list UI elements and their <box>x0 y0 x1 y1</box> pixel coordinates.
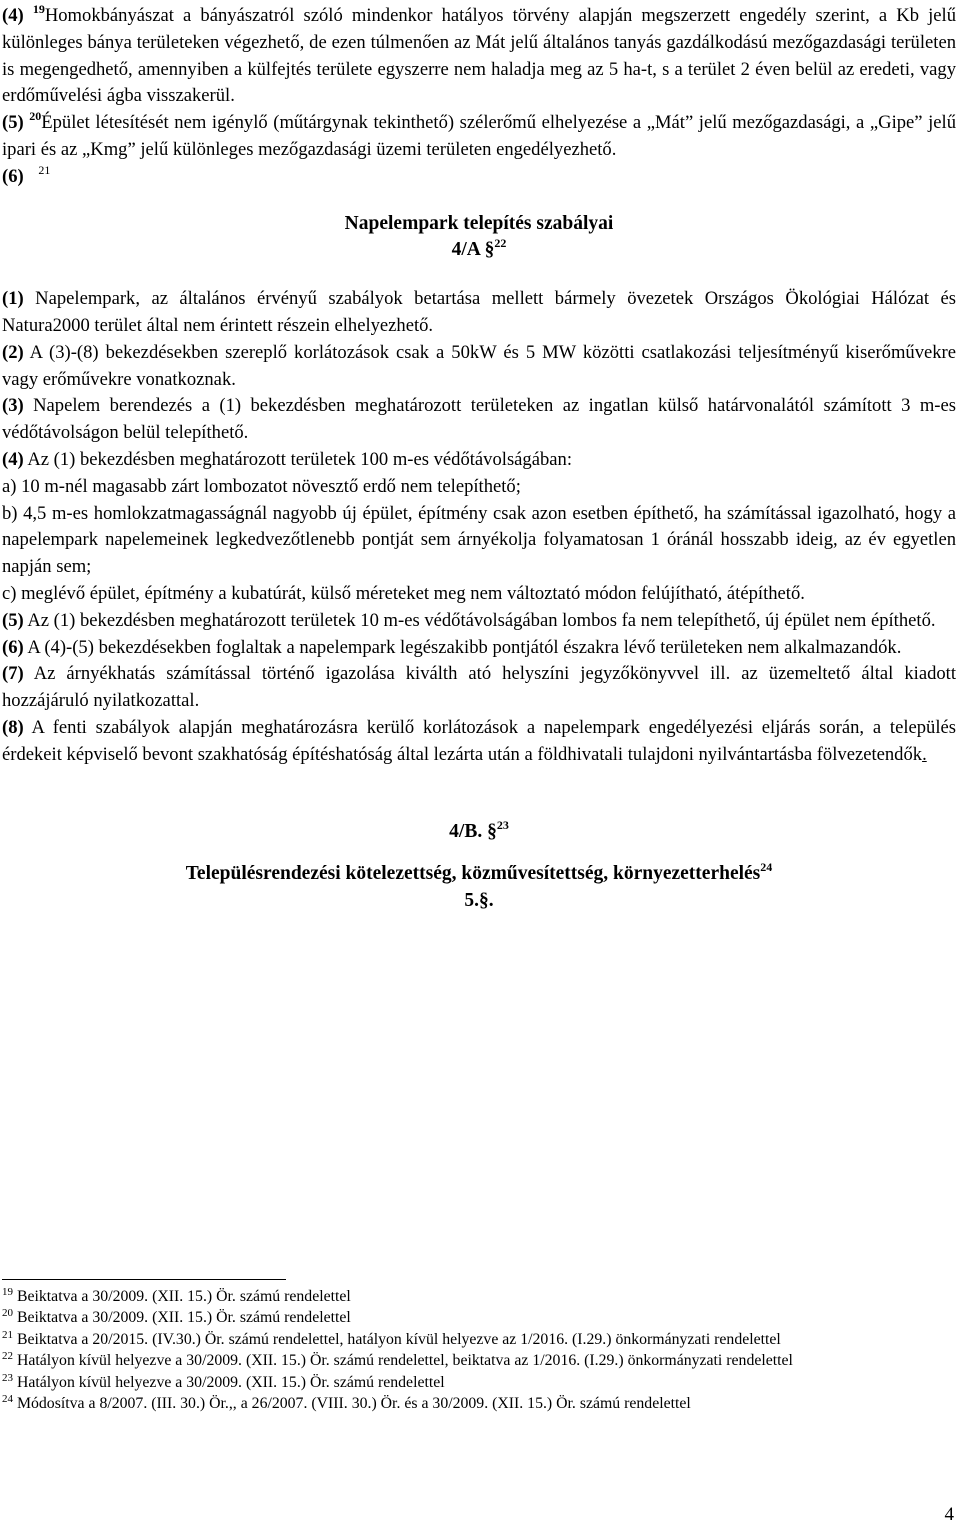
list-item <box>2 447 956 474</box>
paragraph-sign: § <box>484 239 495 261</box>
footnotes <box>2 1279 956 1414</box>
footnote-ref: 24 <box>760 860 773 875</box>
list-item <box>2 340 956 394</box>
item-number: (3) <box>2 395 24 417</box>
footnote-number: 22 <box>2 1350 13 1363</box>
section-tail: . <box>488 890 494 912</box>
footnote-ref: 20 <box>29 109 42 124</box>
item-text: Napelem berendezés a (1) bekezdésben meghatározott területeken az ingatlan külső határvonalától számított 3 m-es védőtávolságon belül telepíthető. <box>2 395 956 444</box>
list-item <box>2 608 956 635</box>
list-item <box>2 581 956 608</box>
item-text: Az (1) bekezdésben meghatározott területek 100 m-es védőtávolságában: <box>27 448 572 470</box>
footnote <box>2 1393 956 1414</box>
footnote-ref: 19 <box>32 2 45 16</box>
section-label: 4/B. <box>449 820 483 842</box>
list-item <box>2 715 956 769</box>
section-4a-heading <box>2 237 956 264</box>
paragraph-5 <box>2 110 956 164</box>
paragraph-number: (6) <box>2 165 24 187</box>
item-text: c) meglévő épület, építmény a kubatúrát, külső méreteket meg nem változtató módon felújítható, átépíthető. <box>2 582 805 604</box>
list-item <box>2 661 956 715</box>
item-text: A (4)-(5) bekezdésekben foglaltak a napelempark legészakibb pontjától északra lévő területeken nem alkalmazandók. <box>27 636 902 658</box>
section-label: 5. <box>464 890 479 912</box>
footnote-number: 24 <box>2 1393 13 1406</box>
footnote-text: Beiktatva a 30/2009. (XII. 15.) Ör. számú rendelettel <box>16 1288 351 1305</box>
item-tail: . <box>922 743 927 765</box>
footnote-ref: 21 <box>38 162 51 177</box>
list-item <box>2 474 956 501</box>
list-item <box>2 393 956 447</box>
item-text: Az árnyékhatás számítással történő igazolása kiválth ató helyszíni jegyzőkönyvvel ill. az üzemeltető által kiadott hozzájáruló nyilatkozattal. <box>2 663 956 712</box>
item-text: Az (1) bekezdésben meghatározott területek 10 m-es védőtávolságában lombos fa nem telepíthető, új épület nem építhető. <box>27 609 936 631</box>
paragraph-number: (5) <box>2 112 24 134</box>
item-text: A fenti szabályok alapján meghatározásra kerülő korlátozások a napelempark engedélyezési eljárás során, a település érdekeit képviselő bevont szakhatóság építéshatóság által lezárta után a földhivatali tulajdoni nyilvántartásba fölvezetendők <box>2 716 957 765</box>
section-title: Napelempark telepítés szabályai <box>344 212 614 234</box>
footnote <box>2 1307 956 1328</box>
footnote-ref: 22 <box>494 236 507 251</box>
item-number: (6) <box>2 636 24 658</box>
paragraph-text: Homokbányászat a bányászatról szóló mindenkor hatályos törvény alapján megszerzett engedély szerint, a Kb jelű különleges bánya területeken végezhető, de ezen túlmenően az Mát jelű általános tanyás gazdálkodású mezőgazdasági területen is megengedhető, amennyiben a külfejtés területe egyszerre nem haladja meg az 5 ha-t, s a terület 2 éven belül az eredeti, vagy erdőművelési ágba visszakerül. <box>2 5 956 107</box>
footnote-number: 21 <box>2 1328 13 1341</box>
footnote-number: 20 <box>2 1307 13 1320</box>
paragraph-sign: § <box>487 820 497 842</box>
paragraph-sign: § <box>479 890 489 912</box>
footnote-ref: 23 <box>496 817 509 832</box>
footnote-text: Módosítva a 8/2007. (III. 30.) Ör.,, a 26/2007. (VIII. 30.) Ör. és a 30/2009. (XII. 15.) Ör. számú rendelettel <box>16 1395 691 1413</box>
list-item <box>2 286 956 340</box>
footnote-list <box>2 1286 956 1414</box>
heading-text: Településrendezési kötelezettség, közművesítettség, környezetterhelés <box>185 863 761 885</box>
footnote <box>2 1329 956 1350</box>
page-number: 4 <box>944 1504 954 1525</box>
footnote-number: 19 <box>2 1286 13 1298</box>
footnote <box>2 1350 956 1371</box>
paragraph-number: (4) <box>2 5 24 26</box>
item-text: A (3)-(8) bekezdésekben szereplő korlátozások csak a 50kW és 5 MW közötti csatlakozási teljesítményű kiserőművekre vagy erőművekre vonatkoznak. <box>2 341 956 390</box>
item-text: b) 4,5 m-es homlokzatmagasságnál nagyobb új épület, építmény csak azon esetben építhető, ha számítással igazolható, hogy a napelempark napelemeinek legkedvezőtlenebb pontját sem árnyékolja folyamatosan 1 óránál hosszabb ideig, az év egyetlen napján sem; <box>2 502 956 578</box>
footnote <box>2 1372 956 1393</box>
footnote-text: Hatályon kívül helyezve a 30/2009. (XII. 15.) Ör. számú rendelettel <box>16 1373 445 1391</box>
paragraph-6 <box>2 164 956 191</box>
item-number: (1) <box>2 288 24 310</box>
document-page <box>2 3 956 915</box>
heading-2 <box>2 861 956 888</box>
item-number: (5) <box>2 609 24 631</box>
section-5-heading <box>2 888 956 915</box>
footnote-separator <box>2 1279 286 1280</box>
list-item <box>2 501 956 581</box>
footnote-number: 23 <box>2 1371 13 1384</box>
section-label: 4/A <box>451 239 480 261</box>
footnote-text: Beiktatva a 20/2015. (IV.30.) Ör. számú rendelettel, hatályon kívül helyezve az 1/2016. (I.29.) önkormányzati rendelettel <box>16 1330 781 1348</box>
section-4b-heading <box>2 819 956 846</box>
footnote-text: Beiktatva a 30/2009. (XII. 15.) Ör. számú rendelettel <box>16 1309 351 1327</box>
item-text: a) 10 m-nél magasabb zárt lombozatot növesztő erdő nem telepíthető; <box>2 475 521 497</box>
item-number: (2) <box>2 341 24 363</box>
footnote-text: Hatályon kívül helyezve a 30/2009. (XII. 15.) Ör. számú rendelettel, beiktatva az 1/2016. (I.29.) önkormányzati rendelettel <box>16 1352 793 1370</box>
paragraph-4 <box>2 3 956 110</box>
item-text: Napelempark, az általános érvényű szabályok betartása mellett bármely övezetek Országos Ökológiai Hálózat és Natura2000 terület által nem érintett részein elhelyezhető. <box>2 288 957 336</box>
list-item <box>2 635 956 662</box>
item-number: (8) <box>2 716 24 738</box>
item-number: (7) <box>2 663 24 685</box>
paragraph-text: Épület létesítését nem igénylő (műtárgynak tekinthető) szélerőmű elhelyezése a „Mát” jelű mezőgazdasági, a „Gipe” jelű ipari és az „Kmg” jelű különleges mezőgazdasági üzemi területen engedélyezhető. <box>2 112 956 160</box>
item-number: (4) <box>2 448 24 470</box>
item-list <box>2 286 956 768</box>
footnote <box>2 1286 956 1307</box>
